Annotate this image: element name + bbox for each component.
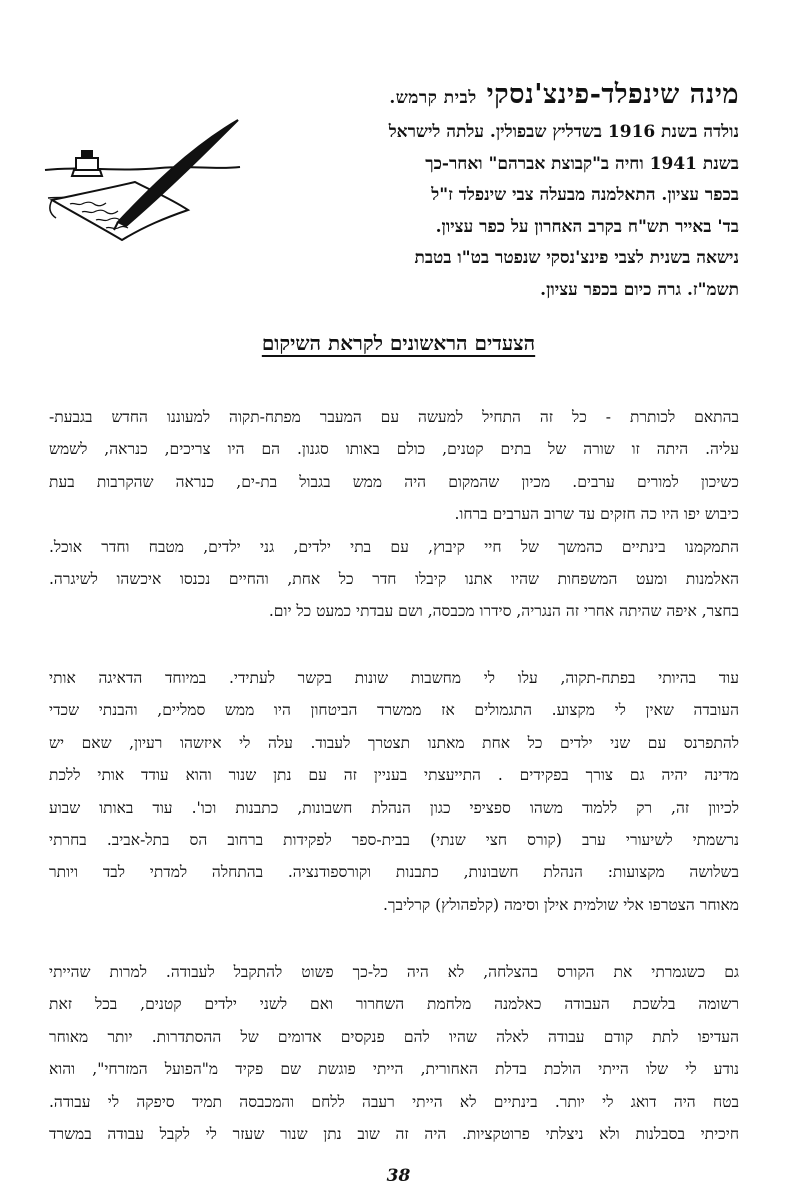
paragraph-line: מאוחר הצטרפו אלי שולמית אילן וסימה (קלפהולץ) קרליבך. bbox=[382, 895, 739, 914]
paragraph-line: בטח היה דואג לי יותר. בינתיים לא הייתי רעבה ללחם והמכבסה תמיד סיפקה לי עבודה. bbox=[49, 1092, 739, 1111]
paragraph-line: גם כשגמרתי את הקורס בהצלחה, לא היה כל-כך פשוט להתקבל לעבודה. למרות שהייתי bbox=[49, 963, 739, 981]
bio-line: תשמ"ז. גרה כיום בכפר עציון. bbox=[540, 279, 739, 300]
paragraph-line: העובדה שאין לי מקצוע. התגמולים אז ממשרד הביטחון היו ממש סמליים, והבנתי שכדי bbox=[49, 701, 739, 720]
author-header bbox=[269, 78, 739, 306]
paragraph-3 bbox=[49, 956, 739, 1150]
paragraph-line: עליה. היתה זו שורה של בתים קטנים, כולם באותו סגנון. הם היו צריכים, כנראה, לשמש bbox=[49, 440, 739, 459]
paragraph-line: עוד בהיותי בפתח-תקוה, עלו לי מחשבות שונות בקשר לעתידי. במיוחד הדאיגה אותי bbox=[49, 669, 739, 687]
paragraph-line: בשלושה מקצועות: הנהלת חשבונות, כתבנות וקורספודנציה. בהתחלה למדתי לבד ויותר bbox=[49, 863, 739, 882]
paragraph-line: בחצר, איפה שהיתה אחרי זה הנגריה, סידרו מכבסה, ושם עבדתי כמעט כל יום. bbox=[268, 602, 739, 621]
quill-and-inkwell-icon bbox=[40, 118, 250, 253]
bio-line: בשנת 1941 וחיה ב"קבוצת אברהם" ואחר-כך bbox=[425, 153, 739, 174]
paragraph-line: חיכיתי בסבלנות ולא ניצלתי פרוטקציות. היה זה שוב נתן שנור שעזר לי לקבל עבודה במשרד bbox=[49, 1125, 739, 1144]
paragraph-line: נודע לי שלו הייתי הולכת בדלת האחורית, הייתי פוגשת שם פקיד מ"הפועל המזרחי", והוא bbox=[49, 1060, 739, 1079]
author-bio bbox=[269, 117, 739, 306]
page-number: 38 bbox=[386, 1166, 411, 1186]
paragraph-line: מדינה יהיה גם צורך בפקידים . התייעצתי בעניין זה עם נתן שנור והוא עודד אותי ללכת bbox=[49, 766, 739, 785]
paragraph-line: רשומה בלשכת העבודה כאלמנה מלחמת השחרור ואם לשני ילדים קטנים, בכל זאת bbox=[49, 995, 739, 1014]
paragraph-line: האלמנות ומעט המשפחות שהיו אתנו קיבלו חדר כל אחת, והחיים נכנסו איכשהו לשיגרה. bbox=[49, 570, 739, 589]
section-title: הצעדים הראשונים לקראת השיקום bbox=[261, 331, 536, 355]
paragraph-line: לכיוון זה, רק ללמוד משהו ספציפי כגון הנהלת חשבונות, כתבנות וכו'. עוד באותו שבוע bbox=[49, 798, 739, 817]
paragraph-line: כשיכון למורים ערבים. מכיון שהמקום היה ממש בגבול בת-ים, כנראה שהקרבות בעת bbox=[49, 472, 739, 491]
author-maiden-name: לבית קרמש. bbox=[389, 88, 477, 108]
paragraph-line: בהתאם לכותרת - כל זה התחיל למעשה עם המעבר מפתח-תקוה למעוננו החדש בגבעת- bbox=[49, 408, 739, 426]
paragraph-line: התמקמנו בינתיים כהמשך של חיי קיבוץ, עם בתי ילדים, גני ילדים, מטבח וחדר אוכל. bbox=[49, 537, 739, 556]
paragraph-line: נרשמתי לשיעורי ערב (קורס חצי שנתי) בבית-ספר לפקידות ברחוב הס בתל-אביב. בחרתי bbox=[49, 831, 739, 850]
paragraph-1 bbox=[49, 401, 739, 628]
paragraph-line: העדיפו לתת קודם עבודה לאלה שהיו להם פנקסים אדומים של ההסתדרות. יותר מאוחר bbox=[49, 1027, 739, 1046]
paragraph-line: להתפרנס עם שני ילדים כל אחת מאתנו תצטרך לעבוד. עלה לי איזשהו רעיון, שאם יש bbox=[49, 733, 739, 752]
author-title bbox=[269, 78, 739, 115]
paragraph-line: כיבוש יפו היו כה חזקים עד שרוב הערבים ברחו. bbox=[454, 505, 739, 524]
paragraph-2 bbox=[49, 662, 739, 921]
author-name: מינה שינפלד-פינצ'נסקי bbox=[486, 79, 739, 110]
bio-line: בד' באייר תש"ח בקרב האחרון על כפר עציון. bbox=[435, 216, 739, 237]
bio-line: נולדה בשנת 1916 בשדליץ שבפולין. עלתה לישראל bbox=[388, 122, 739, 142]
bio-line: נישאה בשנית לצבי פינצ'נסקי שנפטר בט"ו בטבת bbox=[414, 248, 739, 268]
bio-line: בכפר עציון. התאלמנה מבעלה צבי שינפלד ז"ל bbox=[431, 185, 739, 205]
